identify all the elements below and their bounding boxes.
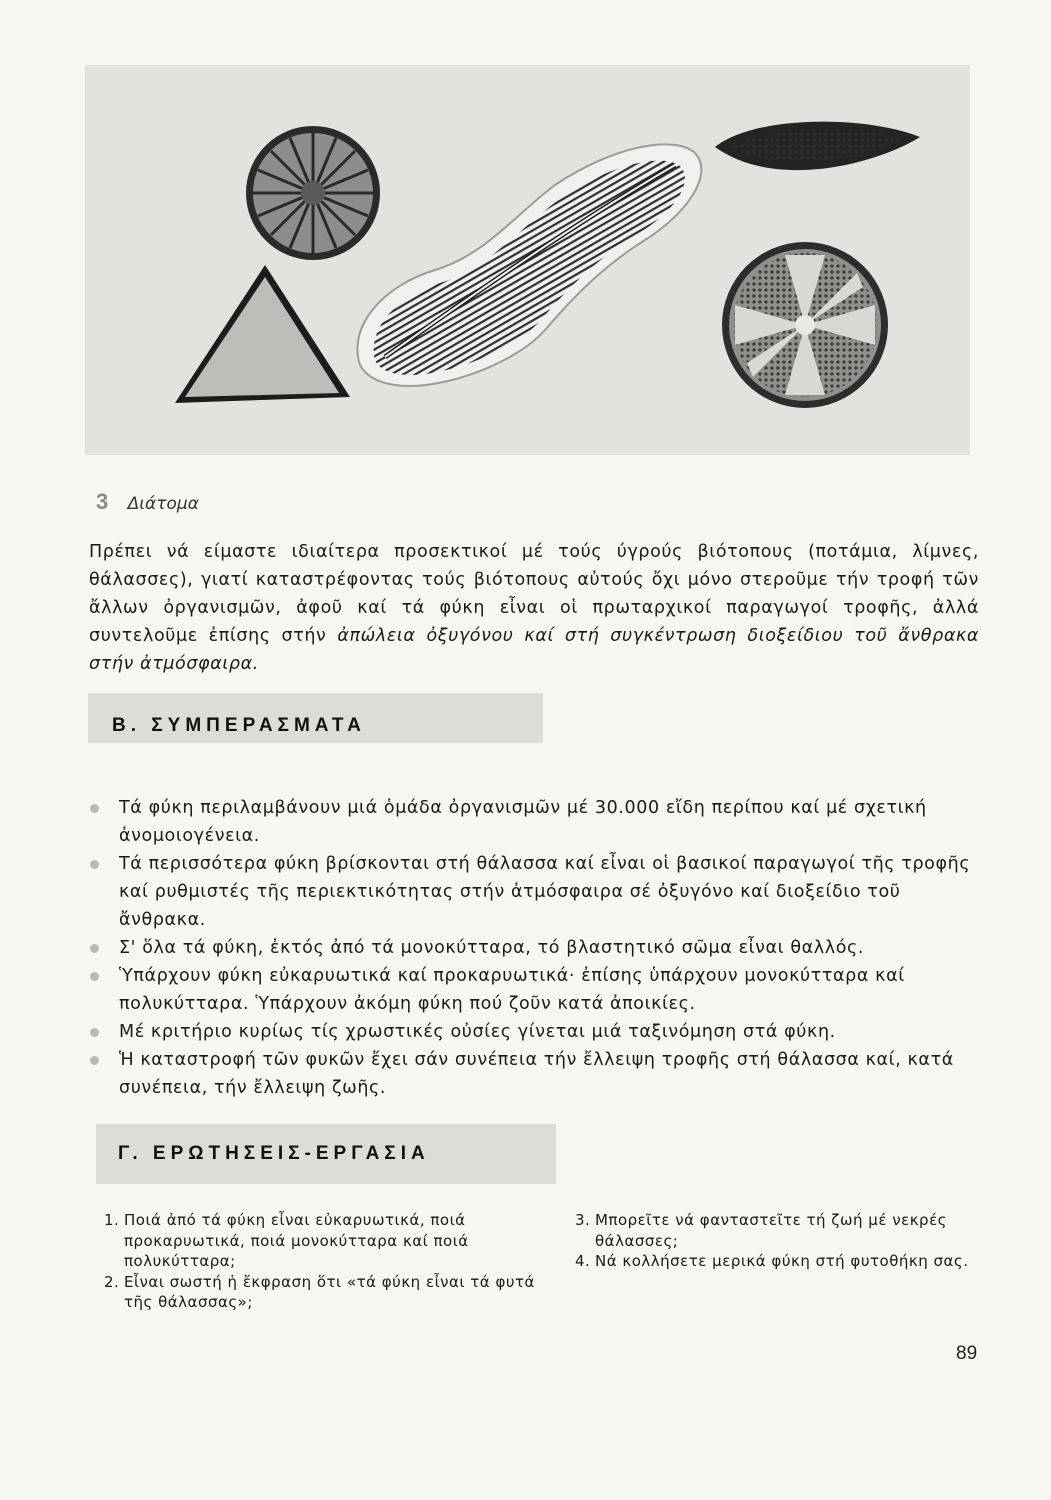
figure-caption-text: Διάτομα [127, 494, 199, 514]
list-item-text: Ἡ καταστροφή τῶν φυκῶν ἔχει σάν συνέπεια τήν ἔλλειψη τροφῆς στή θάλασσα καί, κατά συνέπεια, τήν ἔλλειψη ζωῆς. [119, 1050, 954, 1098]
questions-left-column [104, 1210, 540, 1313]
body-paragraph [89, 538, 979, 678]
triangular-diatom [175, 265, 350, 403]
page-number: 89 [956, 1343, 978, 1364]
question-text: Μπορεῖτε νά φανταστεῖτε τή ζωή μέ νεκρές θάλασσες; [595, 1211, 947, 1250]
radial-diatom [246, 126, 380, 260]
question-item [575, 1251, 980, 1272]
question-number: 4. [575, 1252, 591, 1270]
diatoms-illustration [85, 65, 970, 455]
list-item [89, 962, 984, 1018]
paragraph-text: Πρέπει νά είμαστε ιδιαίτερα προσεκτικοί μέ τούς ύγρούς βιότοπους (ποτάμια, λίμνες, θάλασσες), γιατί καταστρέφοντας τούς βιότοπους αὐτούς ὄχι μόνο στεροῦμε τήν τροφή τῶν ἄλλων ὀργανισμῶν, ἀφοῦ καί τά φύκη εἶναι οἱ πρωταρχικοί παραγωγοί τροφῆς, ἀλλά συντελοῦμε ἐπίσης στήν [89, 542, 979, 646]
list-item-text: Τά περισσότερα φύκη βρίσκονται στή θάλασσα καί εἶναι οἱ βασικοί παραγωγοί τῆς τροφῆς καί ρυθμιστές τῆς περιεκτικότητας στήν ἀτμόσφαιρα σέ ὀξυγόνο καί διοξείδιο τοῦ ἄνθρακα. [119, 854, 971, 930]
list-item-text: Σ' ὅλα τά φύκη, ἐκτός ἀπό τά μονοκύτταρα, τό βλαστητικό σῶμα εἶναι θαλλός. [119, 938, 865, 958]
list-item [89, 850, 984, 934]
conclusions-heading: Β. ΣΥΜΠΕΡΑΣΜΑΤΑ [112, 715, 366, 736]
bullet-icon [90, 972, 99, 981]
bullet-icon [90, 1056, 99, 1065]
list-item [89, 794, 984, 850]
question-item [104, 1210, 540, 1272]
question-number: 1. [104, 1211, 120, 1229]
paragraph-italic-text: ἀπώλεια ὀξυγόνου καί στή συγκέντρωση διοξείδιου τοῦ ἄνθρακα στήν ἀτμόσφαιρα. [89, 626, 980, 674]
list-item-text: Τά φύκη περιλαμβάνουν μιά ὁμάδα ὀργανισμῶν μέ 30.000 εἴδη περίπου καί μέ σχετική ἀνομοιογένεια. [119, 798, 927, 846]
list-item [89, 1046, 984, 1102]
bullet-icon [90, 860, 99, 869]
question-text: Ποιά ἀπό τά φύκη εἶναι εὐκαρυωτικά, ποιά προκαρυωτικά, ποιά μονοκύτταρα καί ποιά πολυκύτταρα; [124, 1211, 469, 1270]
questions-right-column [575, 1210, 980, 1272]
bullet-icon [90, 804, 99, 813]
list-item-text: Μέ κριτήριο κυρίως τίς χρωστικές οὐσίες γίνεται μιά ταξινόμηση στά φύκη. [119, 1022, 836, 1042]
bullet-icon [90, 944, 99, 953]
round-diatom [722, 242, 888, 408]
figure-number: 3 [96, 489, 109, 514]
list-item-text: Ὑπάρχουν φύκη εὐκαρυωτικά καί προκαρυωτικά· ἐπίσης ὑπάρχουν μονοκύτταρα καί πολυκύτταρα. Ὑπάρχουν ἀκόμη φύκη πού ζοῦν κατά ἀποικίες. [119, 966, 905, 1014]
questions-heading: Γ. ΕΡΩΤΗΣΕΙΣ-ΕΡΓΑΣΙΑ [118, 1143, 430, 1164]
bullet-icon [90, 1028, 99, 1037]
question-text: Εἶναι σωστή ἡ ἔκφραση ὅτι «τά φύκη εἶναι τά φυτά τῆς θάλασσας»; [124, 1272, 535, 1311]
pennate-diatom [357, 144, 701, 386]
question-item [104, 1272, 540, 1313]
question-number: 3. [575, 1211, 591, 1229]
list-item [89, 934, 984, 962]
lens-diatom [715, 122, 920, 171]
question-number: 2. [104, 1272, 120, 1291]
figure-caption [96, 489, 199, 515]
question-text: Νά κολλήσετε μερικά φύκη στή φυτοθήκη σας. [595, 1252, 969, 1270]
list-item [89, 1018, 984, 1046]
conclusions-list [89, 794, 984, 1102]
question-item [575, 1210, 980, 1251]
figure-plate [85, 65, 970, 455]
